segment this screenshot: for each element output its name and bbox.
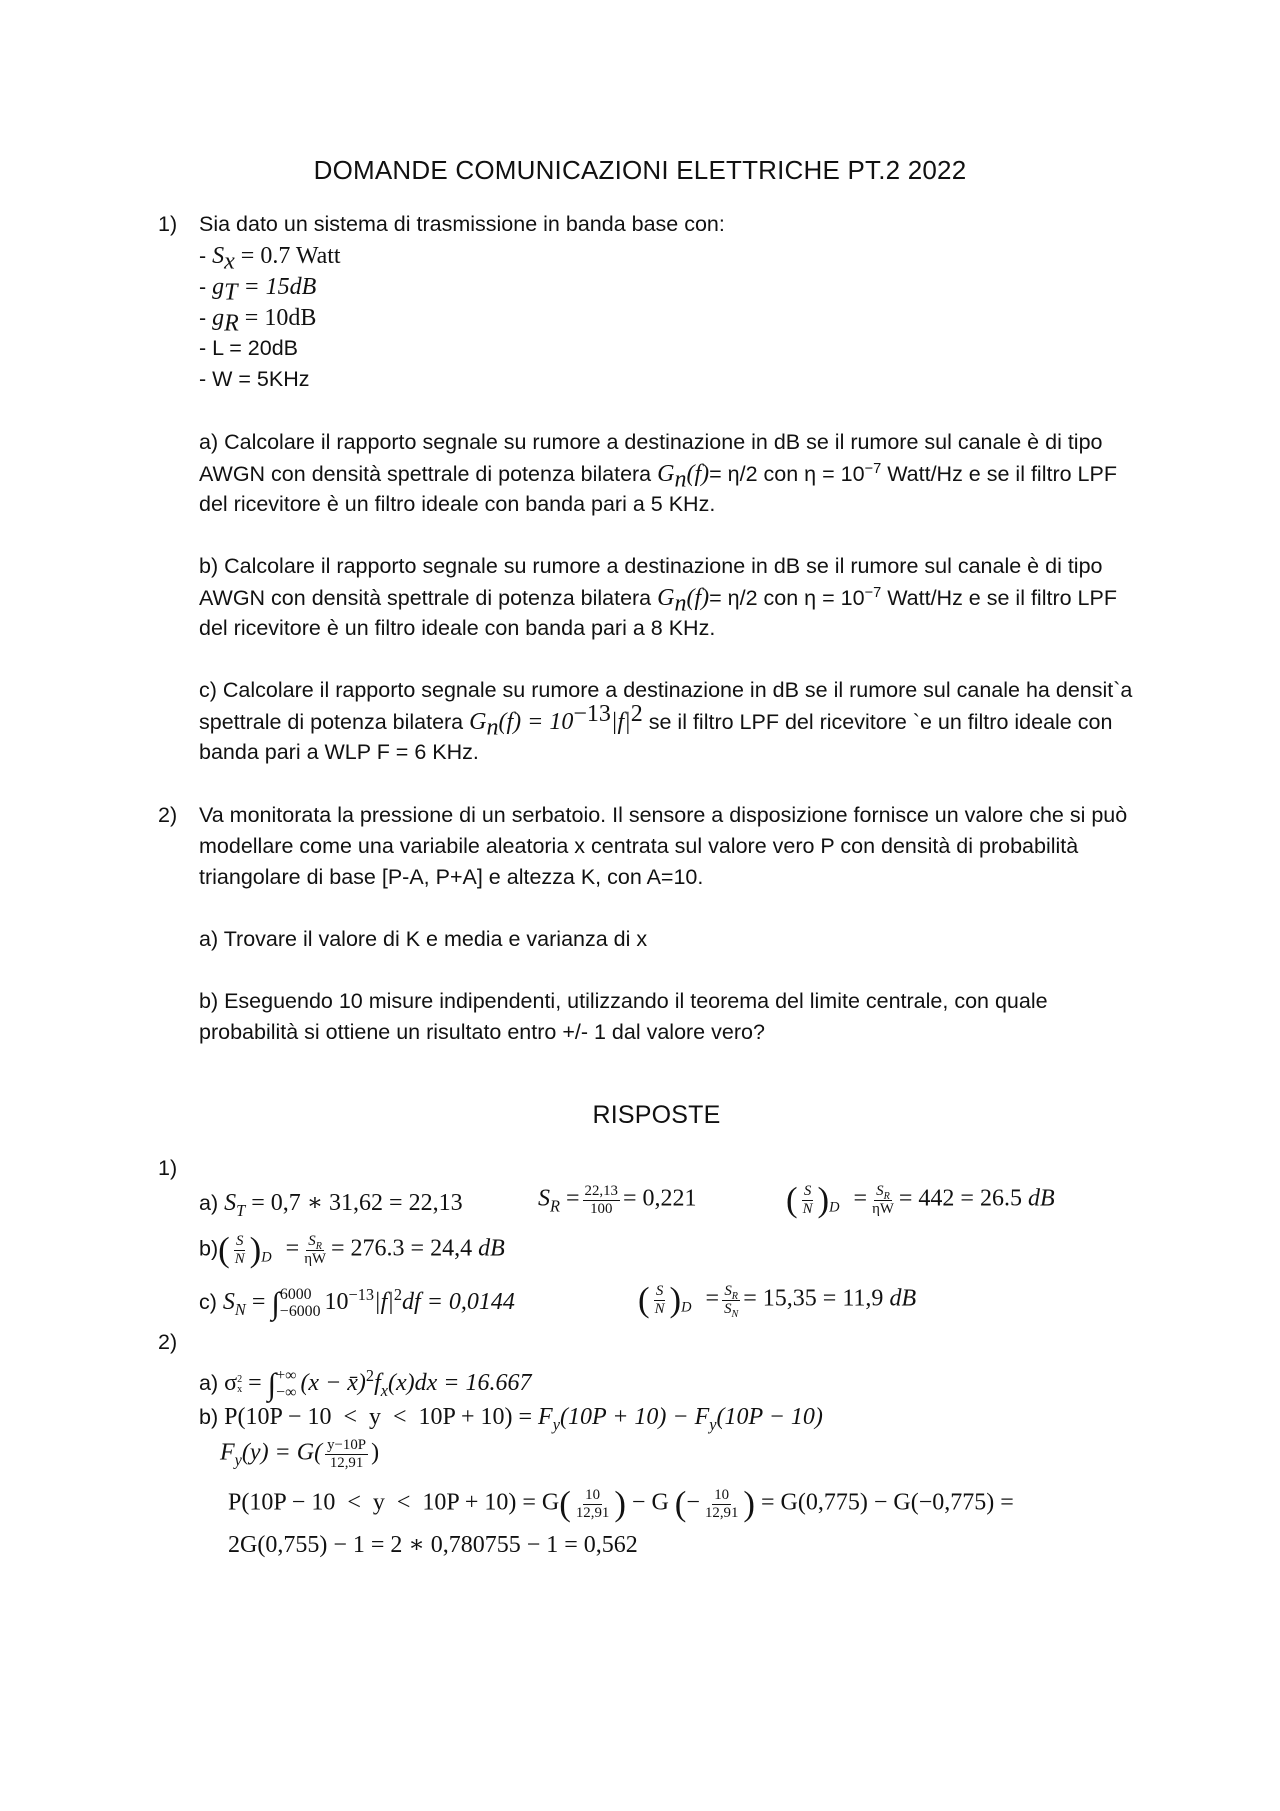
sigma-sup: 2 (237, 1373, 243, 1385)
q1-param-w: - W = 5KHz (199, 367, 310, 391)
snd-num-c: S (655, 1283, 664, 1299)
q1a-gn: G (657, 461, 675, 487)
sx-var: S (212, 243, 225, 269)
integral-sign: ∫ (271, 1285, 280, 1321)
q2-line2: modellare come una variabile aleatoria x centrata sul valore vero P con densità di probabilità (199, 834, 1079, 858)
q1a-gn-arg: (f) (686, 461, 710, 487)
r2-fy-row (220, 1437, 379, 1471)
fy-sub: y (234, 1450, 242, 1470)
g1-frac (574, 1487, 611, 1521)
b-result: = 276.3 = 24,4 (331, 1235, 473, 1262)
b-f1-arg: (10P + 10) − (559, 1404, 689, 1430)
paren-close: ) (669, 1280, 682, 1320)
b-ratio-num-sub: R (315, 1240, 322, 1252)
snd-sub: D (829, 1199, 840, 1216)
snd-frac-b (233, 1233, 247, 1267)
a-integrand: (x − x̄) (300, 1370, 366, 1397)
q1c-line1: c) Calcolare il rapporto segnale su rumore a destinazione in dB se il rumore sul canale ha densit`a (199, 678, 1133, 702)
b-prob: P(10P − 10 < y < 10P + 10) = (224, 1404, 533, 1430)
c-ratio-den-sub: N (731, 1308, 739, 1320)
paren-open: ( (786, 1180, 798, 1220)
a-integrand-sq: 2 (365, 1366, 375, 1386)
q1c-line2 (199, 700, 1113, 741)
snd-frac (801, 1183, 815, 1217)
r1a-sr: $S_R$ = $\frac{22,13}{100}$ = 0,221 (538, 1183, 697, 1217)
q1-param-l: - L = 20dB (199, 336, 299, 360)
r2-p-row (228, 1484, 1014, 1524)
a-fx: f (374, 1370, 381, 1397)
integrand-rest: |f| (374, 1289, 394, 1316)
g2-num: 10 (714, 1487, 730, 1503)
r2a-row: a) σ 2 x = ∫ +∞ −∞ $(x - x̄)^2f_x(x)dx = 16.667$ (199, 1366, 532, 1402)
r2b-row (199, 1404, 823, 1434)
q1a-line2-mid: = η/2 con η = 10 (709, 462, 865, 486)
paren-close: ) (817, 1180, 830, 1220)
int-limits (280, 1287, 321, 1320)
q1-param-sx: - $S_x = 0.7$ Watt (199, 243, 341, 275)
st-var: S (224, 1190, 237, 1216)
gr-value: = 10dB (244, 305, 317, 331)
sr-num: 22,13 (584, 1183, 618, 1199)
p-result: = G(0,775) − G(−0,775) = (761, 1489, 1014, 1516)
p-line: P(10P − 10 < y < 10P + 10) = G (228, 1489, 560, 1516)
sr-frac (583, 1183, 620, 1217)
a-ratio-num: S (876, 1183, 884, 1199)
gr-var: g (212, 305, 225, 331)
r1a-row (199, 1188, 463, 1222)
q1c-abs-f: |f| (610, 709, 631, 735)
q1a-line1: a) Calcolare il rapporto segnale su rumore a destinazione in dB se il rumore sul canale è di tipo (199, 430, 1103, 454)
sr-den: 100 (590, 1200, 613, 1217)
paren-close: ) (743, 1484, 755, 1524)
document-title: DOMANDE COMUNICAZIONI ELETTRICHE PT.2 2022 (313, 155, 967, 185)
a-ratio-frac (870, 1183, 896, 1217)
g2-den: 12,91 (704, 1504, 739, 1521)
q1b-line2 (199, 584, 1117, 617)
sx-sub: x (224, 248, 235, 275)
fy-den: 12,91 (329, 1454, 364, 1471)
q1b-gn: G (657, 585, 675, 611)
c-ratio-frac (722, 1283, 740, 1320)
q1a-line3: del ricevitore è un filtro ideale con banda pari a 5 KHz. (199, 492, 716, 516)
paren-close: ) (249, 1230, 262, 1270)
fy: F (220, 1439, 235, 1466)
r1a-snr: ( $\frac{S}{N}$ )$_D$ = $\frac{S_R}{\eta W}$ = 442 = 26.5 dB (786, 1180, 1055, 1220)
b-ratio-den: ηW (304, 1250, 327, 1267)
q1-number: 1) (158, 212, 178, 236)
r1b-row: b)( $\frac{S}{N}$ )$_D$ = $\frac{S_R}{\eta W}$ = 276.3 = 24,4 dB (199, 1230, 505, 1270)
q1c-gn: G (469, 709, 487, 735)
gt-sub: T (224, 279, 238, 306)
integrand-exp: −13 (348, 1285, 375, 1305)
b-ratio-frac (302, 1233, 328, 1267)
fy-arg: (y) = G( (241, 1439, 323, 1466)
b-f2: F (694, 1404, 710, 1430)
q2-line1: Va monitorata la pressione di un serbatoio. Il sensore a disposizione fornisce un valore che si può (199, 803, 1128, 827)
int2-limits (276, 1368, 296, 1401)
gt-var: g (212, 274, 225, 300)
gr-sub: R (224, 310, 239, 337)
b-f1-sub: y (552, 1414, 560, 1434)
q1c-line2-post: se il filtro LPF del ricevitore `e un filtro ideale con (648, 710, 1113, 734)
paren-open: ( (674, 1484, 687, 1524)
snd-den-b: N (234, 1250, 245, 1267)
q1c-line3: banda pari a WLP F = 6 KHz. (199, 740, 479, 764)
paren-open: ( (218, 1230, 230, 1270)
q2a: a) Trovare il valore di K e media e varianza di x (199, 927, 648, 951)
int2-upper: +∞ (276, 1367, 297, 1384)
c-unit: dB (889, 1285, 917, 1312)
q1c-gn-arg: (f) = 10 (498, 709, 574, 735)
integrand-df: df = 0,0144 (402, 1289, 515, 1316)
c-ratio-num: S (724, 1283, 732, 1299)
r2b-label: b) (199, 1405, 219, 1429)
q2b-line2: probabilità si ottiene un risultato entro +/- 1 dal valore vero? (199, 1020, 765, 1044)
paren-close: ) (614, 1484, 626, 1524)
r2a-label: a) (199, 1371, 219, 1396)
g1-den: 12,91 (575, 1504, 610, 1521)
snd-frac-c (653, 1283, 667, 1317)
fy-close: ) (371, 1439, 380, 1466)
b-unit: dB (478, 1235, 505, 1262)
q1a-line2 (199, 460, 1117, 493)
q1a-gn-sub: n (674, 466, 687, 493)
int-lower: −6000 (279, 1302, 321, 1320)
sr-result: = 0,221 (622, 1185, 697, 1212)
r2-number: 2) (158, 1330, 178, 1354)
q2-number: 2) (158, 803, 178, 827)
fy-num: y−10P (327, 1437, 367, 1453)
snd-den: N (802, 1200, 813, 1217)
r1c-snr: ( $\frac{S}{N}$ )$_D$ = $\frac{S_R}{S_N}$ = 15,35 = 11,9 dB (638, 1280, 917, 1320)
a-integrand-end: (x)dx = 16.667 (388, 1370, 532, 1397)
int2-lower: −∞ (276, 1383, 297, 1401)
a-result: = 442 = 26.5 (898, 1185, 1022, 1212)
q1b-gn-arg: (f) (686, 585, 710, 611)
q1c-line2-pre: spettrale di potenza bilatera (199, 710, 464, 734)
q1a-line2-pre: AWGN con densità spettrale di potenza bilatera (199, 462, 652, 486)
q1-param-gr: - $g_R = 10dB$ (199, 305, 317, 337)
minus-g: − G (631, 1489, 669, 1516)
c-result: = 15,35 = 11,9 (743, 1285, 884, 1312)
integral-sign-2: ∫ (267, 1366, 277, 1402)
b-ratio-num: S (308, 1233, 316, 1249)
q1a-exp: −7 (864, 460, 882, 477)
b-f2-sub: y (709, 1414, 717, 1434)
q2-line3: triangolare di base [P-A, P+A] e altezza K, con A=10. (199, 865, 704, 889)
q1b-line2-mid: = η/2 con η = 10 (709, 586, 865, 610)
gt-value: = 15dB (243, 274, 317, 300)
q1c-gn-sub: n (486, 714, 499, 741)
sn-sub: N (234, 1299, 246, 1319)
paren-open: ( (559, 1484, 571, 1524)
sigma-sub: x (237, 1383, 243, 1395)
b-f1: F (538, 1404, 553, 1430)
sn-var: S (222, 1289, 235, 1316)
q1a-line2-post: Watt/Hz e se il filtro LPF (887, 462, 1117, 486)
sigma: σ (224, 1370, 238, 1397)
r1-number: 1) (158, 1156, 178, 1180)
a-ratio-den: ηW (872, 1200, 894, 1217)
c-ratio-den: S (724, 1300, 732, 1317)
q1b-line2-post: Watt/Hz e se il filtro LPF (887, 586, 1117, 610)
sr-var: S (538, 1185, 550, 1212)
sr-sub: R (550, 1196, 560, 1216)
r1c-label: c) (199, 1290, 217, 1315)
q1b-line1: b) Calcolare il rapporto segnale su rumore a destinazione in dB se il rumore sul canale è di tipo (199, 554, 1103, 578)
q1b-exp: −7 (864, 584, 882, 601)
sx-value: = 0.7 Watt (240, 243, 341, 269)
q2b-line1: b) Eseguendo 10 misure indipendenti, utilizzando il teorema del limite centrale, con quale (199, 989, 1048, 1013)
snd-num-b: S (235, 1233, 244, 1249)
a-fx-sub: x (380, 1380, 388, 1400)
paren-open: ( (638, 1280, 650, 1320)
r1a-label: a) (199, 1191, 219, 1215)
q1-intro: Sia dato un sistema di trasmissione in banda base con: (199, 212, 725, 236)
neg-sign: − (686, 1489, 700, 1516)
r1b-label: b) (199, 1236, 219, 1261)
snd-den-c: N (654, 1300, 665, 1317)
fy-frac (325, 1437, 368, 1471)
integrand: 10 (324, 1289, 349, 1316)
b-f2-arg: (10P − 10) (716, 1404, 823, 1430)
c-ratio-num-sub: R (731, 1290, 738, 1302)
q1b-line2-pre: AWGN con densità spettrale di potenza bilatera (199, 586, 652, 610)
snd-sub-c: D (681, 1299, 692, 1316)
g1-num: 10 (585, 1487, 601, 1503)
answers-heading: RISPOSTE (592, 1101, 721, 1129)
a-unit: dB (1027, 1185, 1055, 1212)
st-sub: T (236, 1200, 246, 1220)
r2-final-row: 2G(0,755) − 1 = 2 ∗ 0,780755 − 1 = 0,562 (228, 1532, 638, 1558)
int-upper: 6000 (279, 1286, 312, 1303)
q1c-sq: 2 (630, 700, 643, 727)
snd-sub-b: D (261, 1249, 272, 1266)
snd-num: S (803, 1183, 812, 1199)
st-expr: = 0,7 ∗ 31,62 = 22,13 (251, 1190, 463, 1216)
r1c-row: c) $S_N$ = ∫ 6000 −6000 $10^{-13}|f|^2df = 0,0144$ (199, 1285, 515, 1321)
q1b-line3: del ricevitore è un filtro ideale con banda pari a 8 KHz. (199, 616, 716, 640)
q1c-exp: −13 (573, 700, 611, 727)
q1-param-gt: - $g_T = 15dB$ (199, 274, 317, 306)
a-ratio-num-sub: R (883, 1190, 890, 1202)
q1b-gn-sub: n (674, 590, 687, 617)
integrand-sq: 2 (393, 1285, 403, 1305)
g2-frac (703, 1487, 740, 1521)
